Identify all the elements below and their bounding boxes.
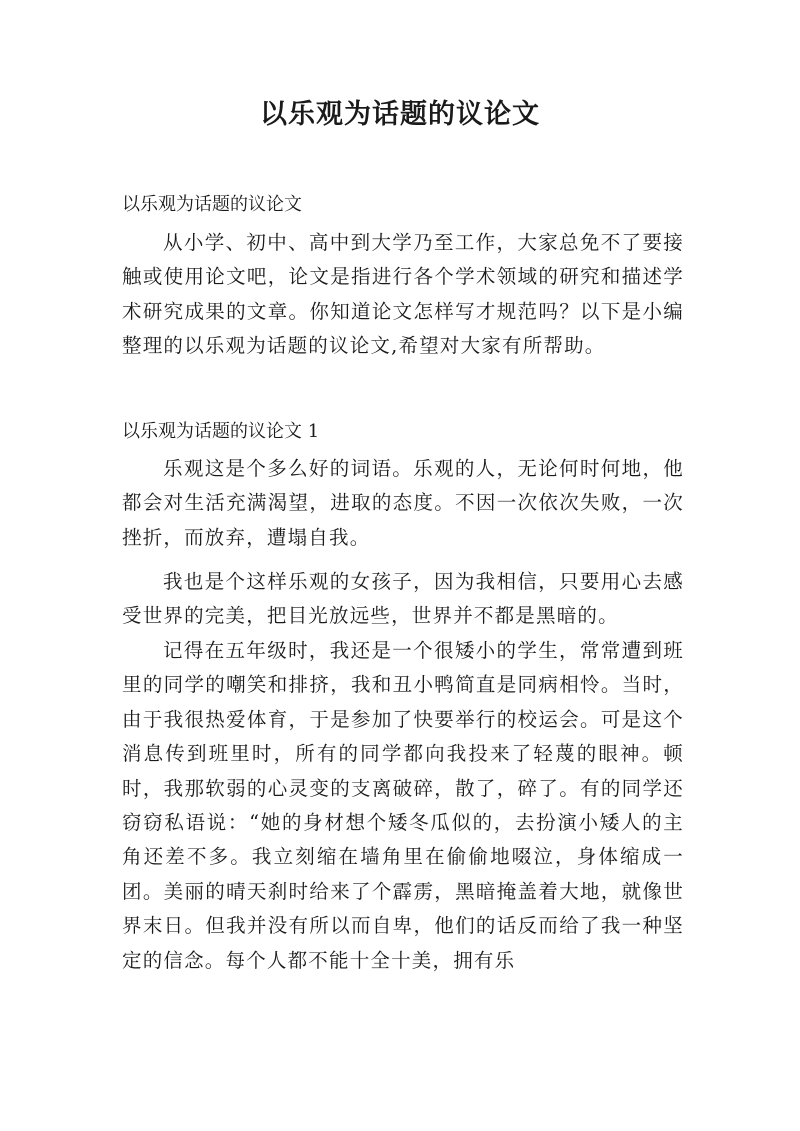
document-title: 以乐观为话题的议论文 [260, 99, 540, 130]
essay-1-paragraph-1: 乐观这是个多么好的词语。乐观的人，无论何时何地，他都会对生活充满渴望，进取的态度。不因一次依次失败，一次挫折，而放弃，遭塌自我。 [122, 457, 684, 549]
intro-paragraph: 从小学、初中、高中到大学乃至工作，大家总免不了要接触或使用论文吧，论文是指进行各个学术领域的研究和描述学术研究成果的文章。你知道论文怎样写才规范吗？以下是小编整理的以乐观为话题的议论文,希望对大家有所帮助。 [122, 231, 684, 358]
essay-1-paragraph-2: 我也是个这样乐观的女孩子，因为我相信，只要用心去感受世界的完美，把目光放远些，世界并不都是黑暗的。 [122, 570, 684, 628]
essay-1-paragraph-3: 记得在五年级时，我还是一个很矮小的学生，常常遭到班里的同学的嘲笑和排挤，我和丑小鸭简直是同病相怜。当时，由于我很热爱体育，于是参加了快要举行的校运会。可是这个消息传到班里时，所有的同学都向我投来了轻蔑的眼神。顿时，我那软弱的心灵变的支离破碎，散了，碎了。有的同学还窃窃私语说：“她的身材想个矮冬瓜似的，去扮演小矮人的主角还差不多。我立刻缩在墙角里在偷偷地啜泣，身体缩成一团。美丽的晴天刹时给来了个霹雳，黑暗掩盖着大地，就像世界末日。但我并没有所以而自卑，他们的话反而给了我一种坚定的信念。每个人都不能十全十美，拥有乐 [122, 639, 684, 972]
essay-1-heading: 以乐观为话题的议论文 1 [122, 421, 320, 442]
intro-heading: 以乐观为话题的议论文 [122, 194, 302, 215]
